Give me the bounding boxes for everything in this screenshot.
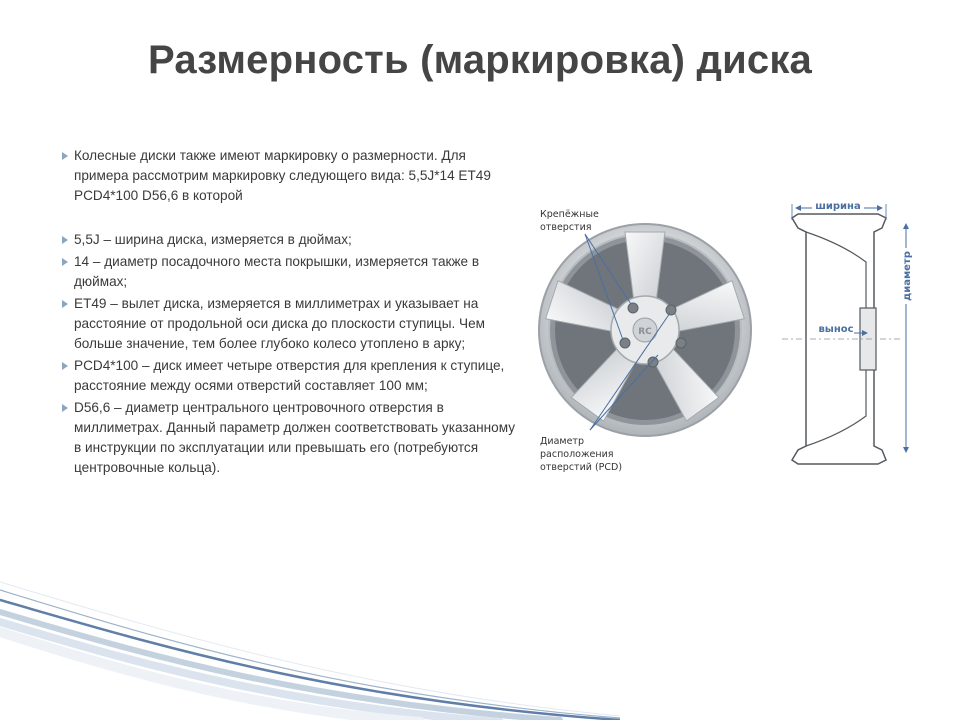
bullet-item-width [62, 230, 522, 250]
label-pcd-line2: расположения [540, 449, 614, 460]
label-width: ширина [815, 201, 861, 212]
wheel-side-section [782, 214, 902, 464]
bullet-marker-icon [62, 300, 68, 308]
label-offset: вынос [818, 324, 854, 335]
hub-logo: RC [638, 327, 652, 337]
bullet-text: Колесные диски также имеют маркировку о размерности. Для примера рассмотрим маркировку следующего вида: 5,5J*14 ET49 PCD4*100 D56,6 в которой [74, 148, 491, 203]
bullet-marker-icon [62, 362, 68, 370]
label-diameter: диаметр [902, 251, 913, 301]
bullet-list [62, 146, 522, 480]
wheel-front-view [539, 224, 751, 436]
label-holes-line2: отверстия [540, 222, 592, 233]
bullet-marker-icon [62, 404, 68, 412]
wheel-diagram-svg [530, 190, 930, 490]
slide-title: Размерность (маркировка) диска [148, 38, 812, 82]
label-holes-line1: Крепёжные [540, 209, 599, 220]
diameter-dimension [896, 224, 916, 452]
bullet-text: 5,5J – ширина диска, измеряется в дюймах; [74, 232, 352, 247]
decorative-stripes [0, 560, 620, 720]
wheel-diagram [530, 190, 930, 490]
bullet-text: 14 – диаметр посадочного места покрышки, измеряется также в дюймах; [74, 254, 480, 289]
bullet-marker-icon [62, 258, 68, 266]
bullet-text: PCD4*100 – диск имеет четыре отверстия для крепления к ступице, расстояние между осями отверстий составляет 100 мм; [74, 358, 505, 393]
bullet-item-offset [62, 294, 522, 354]
bullet-item-center-bore [62, 398, 522, 478]
bullet-marker-icon [62, 152, 68, 160]
bullet-item-diameter [62, 252, 522, 292]
bullet-item-pcd [62, 356, 522, 396]
bullet-text: ET49 – вылет диска, измеряется в миллиметрах и указывает на расстояние от продольной оси диска до плоскости ступицы. Чем больше значение, тем более глубоко колесо утоплено в арку; [74, 296, 485, 351]
bullet-text: D56,6 – диаметр центрального центровочного отверстия в миллиметрах. Данный параметр должен соответствовать указанному в инструкции по эксплуатации или превышать его (потребуются центровочные кольца). [74, 400, 516, 475]
label-pcd-line3: отверстий (PCD) [540, 462, 623, 473]
bullet-marker-icon [62, 236, 68, 244]
label-pcd-line1: Диаметр [540, 436, 584, 447]
bullet-item-intro [62, 146, 522, 206]
